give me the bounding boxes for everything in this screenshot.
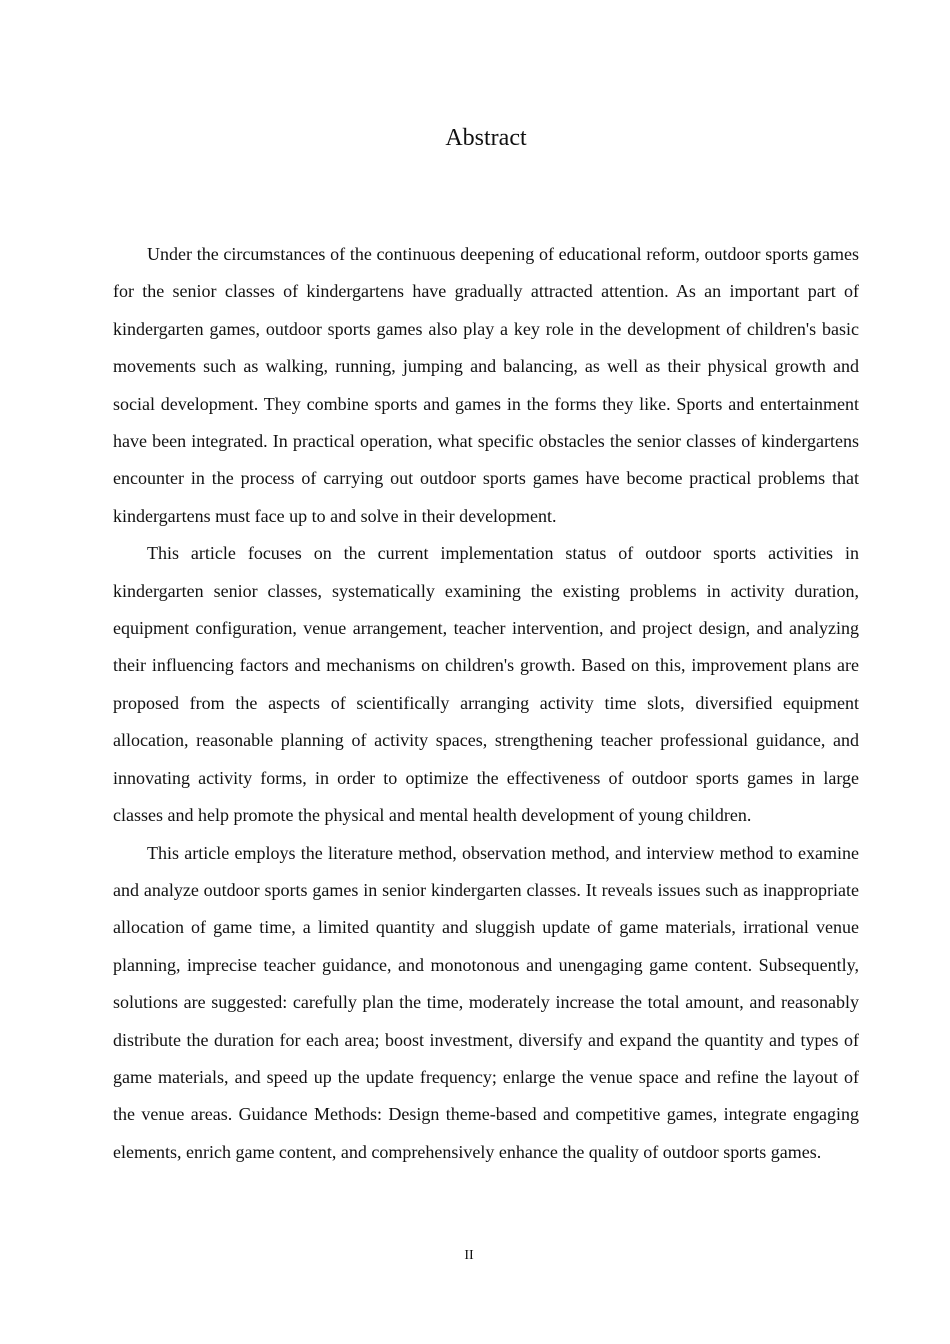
abstract-paragraph-1: Under the circumstances of the continuous deepening of educational reform, outdoor sports games for the senior classes of kindergartens have gradually attracted attention. As an important part of kindergarten games, outdoor sports games also play a key role in the development of children's basic movements such as walking, running, jumping and balancing, as well as their physical growth and social development. They combine sports and games in the forms they like. Sports and entertainment have been integrated. In practical operation, what specific obstacles the senior classes of kindergartens encounter in the process of carrying out outdoor sports games have become practical problems that kindergartens must face up to and solve in their development. <box>113 244 859 526</box>
abstract-paragraph-3: This article employs the literature method, observation method, and interview method to examine and analyze outdoor sports games in senior kindergarten classes. It reveals issues such as inappropriate allocation of game time, a limited quantity and sluggish update of game materials, irrational venue planning, imprecise teacher guidance, and monotonous and unengaging game content. Subsequently, solutions are suggested: carefully plan the time, moderately increase the total amount, and reasonably distribute the duration for each area; boost investment, diversify and expand the quantity and types of game materials, and speed up the update frequency; enlarge the venue space and refine the layout of the venue areas. Guidance Methods: Design theme-based and competitive games, integrate engaging elements, enrich game content, and comprehensively enhance the quality of outdoor sports games. <box>113 842 859 1162</box>
abstract-body <box>113 236 859 1171</box>
abstract-title: Abstract <box>445 125 527 151</box>
page-number: II <box>464 1248 474 1263</box>
abstract-paragraph-2: This article focuses on the current implementation status of outdoor sports activities in kindergarten senior classes, systematically examining the existing problems in activity duration, equipment configuration, venue arrangement, teacher intervention, and project design, and analyzing their influencing factors and mechanisms on children's growth. Based on this, improvement plans are proposed from the aspects of scientifically arranging activity time slots, diversified equipment allocation, reasonable planning of activity spaces, strengthening teacher professional guidance, and innovating activity forms, in order to optimize the effectiveness of outdoor sports games in large classes and help promote the physical and mental health development of young children. <box>113 543 859 826</box>
